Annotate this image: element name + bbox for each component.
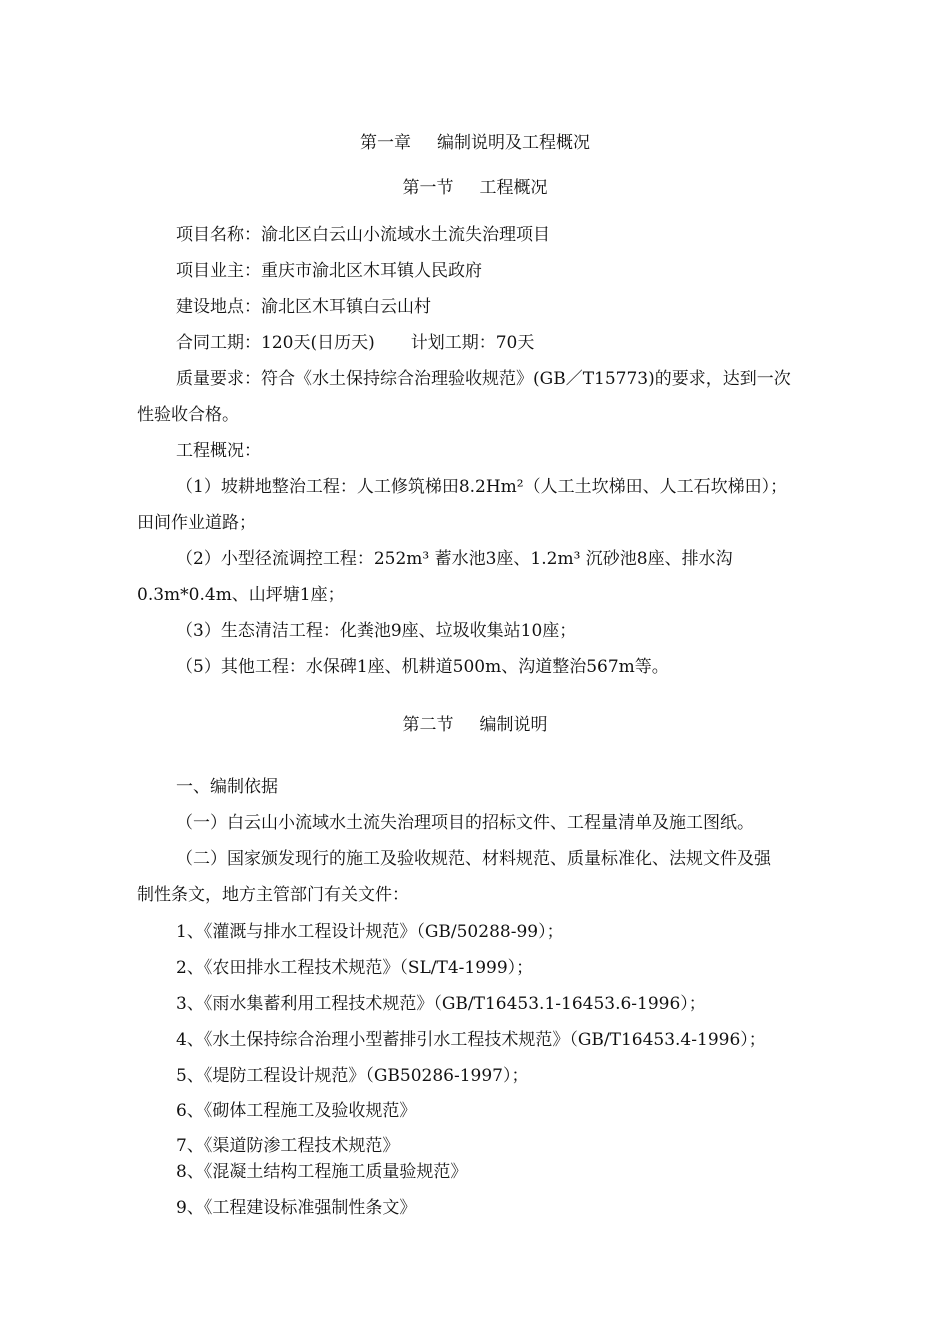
section2-title — [0, 713, 950, 737]
plan-period: 计划工期：70天 — [410, 333, 535, 353]
section2-name: 编制说明 — [479, 715, 548, 735]
project-location: 建设地点：渝北区木耳镇白云山村 — [176, 297, 431, 317]
chapter-number: 第一章 — [360, 133, 411, 153]
quality-requirement-line2: 性验收合格。 — [137, 405, 239, 425]
overview-item1-line2: 田间作业道路； — [137, 513, 256, 533]
standard-item: 3、《雨水集蓄利用工程技术规范》（GB/T16453.1-16453.6-1996）； — [176, 994, 706, 1014]
overview-item1-line1: （1）坡耕地整治工程：人工修筑梯田8.2Hm²（人工土坎梯田、人工石坎梯田）； — [176, 477, 788, 497]
quality-requirement-line1: 质量要求：符合《水土保持综合治理验收规范》(GB／T15773)的要求，达到一次 — [176, 369, 791, 389]
project-period — [176, 331, 534, 355]
basis-item1: （一）白云山小流域水土流失治理项目的招标文件、工程量清单及施工图纸。 — [176, 813, 754, 833]
section2-number: 第二节 — [402, 715, 454, 735]
standard-item: 2、《农田排水工程技术规范》（SL/T4-1999）； — [176, 958, 534, 978]
standard-item: 4、《水土保持综合治理小型蓄排引水工程技术规范》（GB/T16453.4-1996）； — [176, 1030, 766, 1050]
section1-title — [0, 176, 950, 200]
standard-item: 7、《渠道防渗工程技术规范》 — [176, 1136, 400, 1156]
chapter-name: 编制说明及工程概况 — [437, 133, 590, 153]
section1-number: 第一节 — [402, 178, 454, 198]
overview-item2-line2: 0.3m*0.4m、山坪塘1座； — [137, 585, 345, 605]
basis-title: 一、编制依据 — [176, 777, 278, 797]
standard-item: 6、《砌体工程施工及验收规范》 — [176, 1101, 417, 1121]
standard-item: 1、《灌溉与排水工程设计规范》（GB/50288-99）； — [176, 922, 564, 942]
overview-label: 工程概况： — [176, 441, 261, 461]
chapter-title — [0, 131, 950, 155]
standard-item: 9、《工程建设标准强制性条文》 — [176, 1198, 417, 1218]
overview-item3: （3）生态清洁工程：化粪池9座、垃圾收集站10座； — [176, 621, 577, 641]
project-owner: 项目业主：重庆市渝北区木耳镇人民政府 — [176, 261, 482, 281]
project-name: 项目名称：渝北区白云山小流域水土流失治理项目 — [176, 225, 550, 245]
overview-item5: （5）其他工程：水保碑1座、机耕道500m、沟道整治567m等。 — [176, 657, 669, 677]
standard-item: 5、《堤防工程设计规范》（GB50286-1997）； — [176, 1066, 529, 1086]
section1-name: 工程概况 — [479, 178, 548, 198]
overview-item2-line1: （2）小型径流调控工程：252m³ 蓄水池3座、1.2m³ 沉砂池8座、排水沟 — [176, 549, 733, 569]
standard-item: 8、《混凝土结构工程施工质量验规范》 — [176, 1162, 468, 1182]
basis-item2-line1: （二）国家颁发现行的施工及验收规范、材料规范、质量标准化、法规文件及强 — [176, 849, 771, 869]
basis-item2-line2: 制性条文，地方主管部门有关文件： — [137, 885, 409, 905]
contract-period: 合同工期：120天(日历天) — [176, 333, 375, 353]
